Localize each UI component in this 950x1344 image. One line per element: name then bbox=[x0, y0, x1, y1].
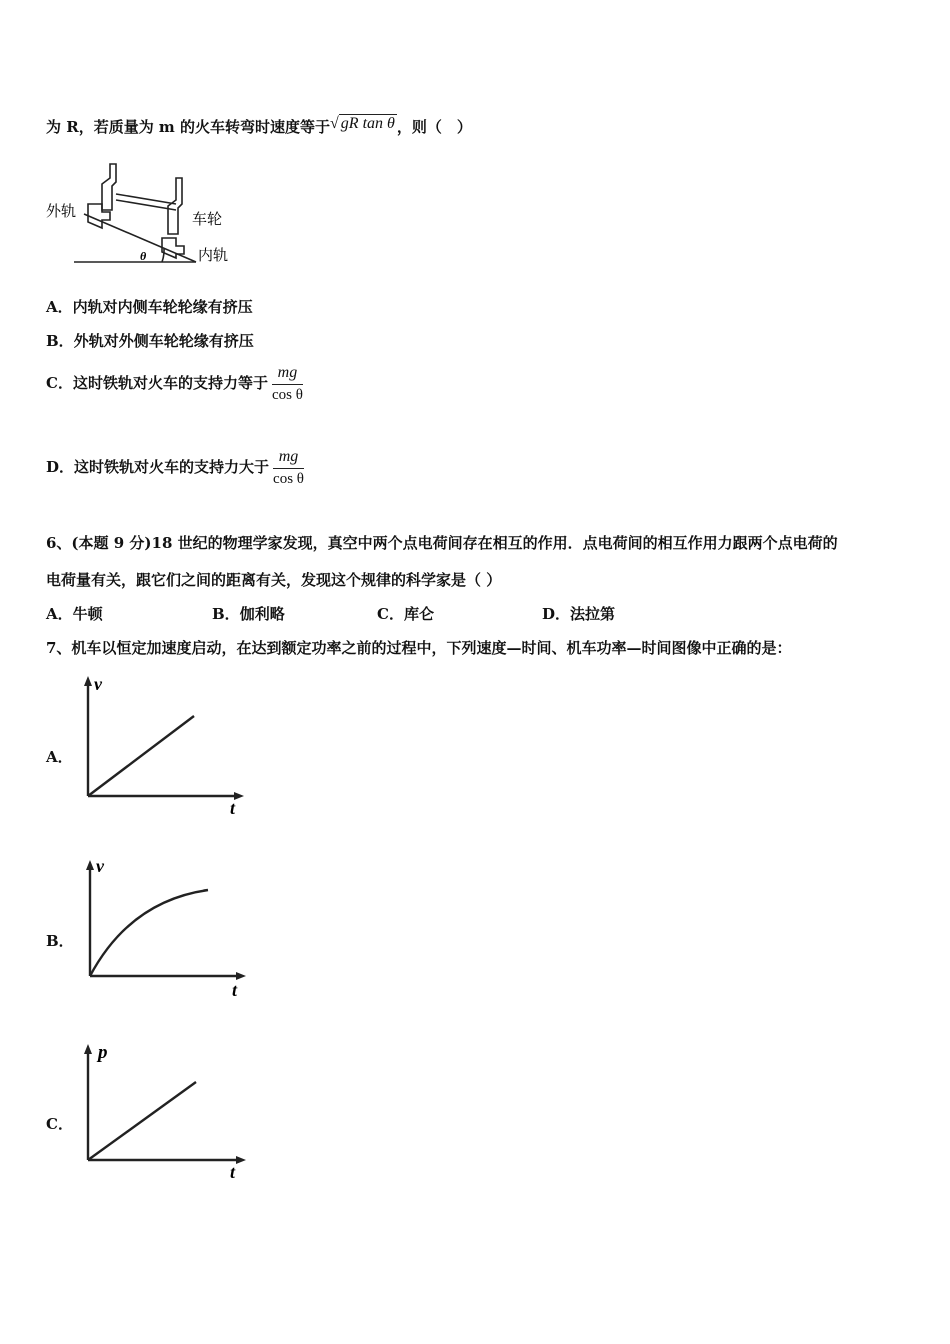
q7-option-c-label[interactable]: C． bbox=[46, 1115, 73, 1133]
q5-stem bbox=[46, 114, 472, 137]
q6-option-b[interactable] bbox=[212, 603, 285, 624]
axle-bottom bbox=[116, 200, 176, 210]
option-letter: C． bbox=[377, 605, 404, 623]
railway-figure bbox=[44, 158, 244, 270]
q7-option-a-label[interactable]: A． bbox=[46, 748, 73, 766]
fraction-numerator: mg bbox=[272, 364, 303, 385]
label-outer-rail: 外轨 bbox=[46, 204, 77, 220]
option-letter: D． bbox=[46, 458, 75, 476]
label-inner-rail: 内轨 bbox=[198, 248, 229, 264]
right-wheel bbox=[168, 178, 182, 234]
q5-option-d[interactable] bbox=[46, 448, 304, 488]
option-text: 这时铁轨对火车的支持力大于 bbox=[74, 458, 270, 476]
x-axis-label: t bbox=[230, 798, 236, 818]
y-axis-arrow bbox=[84, 676, 92, 686]
option-text: 伽利略 bbox=[239, 605, 285, 623]
q7-option-b-label[interactable]: B． bbox=[46, 932, 74, 950]
axle-top bbox=[116, 194, 176, 204]
option-letter: C． bbox=[46, 374, 73, 392]
option-letter: A． bbox=[46, 605, 73, 623]
fraction-denominator: cos θ bbox=[271, 387, 303, 403]
fraction-mg-cos bbox=[273, 448, 304, 488]
q6-stem-line2: 电荷量有关，跟它们之间的距离有关，发现这个规律的科学家是（ ） bbox=[46, 571, 502, 589]
fraction-mg-cos bbox=[272, 364, 303, 404]
left-wheel bbox=[102, 164, 116, 210]
q5-stem-suffix: ，则（ ） bbox=[396, 118, 472, 136]
q7-graph-b[interactable] bbox=[80, 856, 250, 1001]
option-text: 法拉第 bbox=[570, 605, 616, 623]
sqrt-radicand: gR tan θ bbox=[340, 115, 395, 132]
x-axis-label: t bbox=[230, 1162, 236, 1182]
option-letter: B． bbox=[212, 605, 240, 623]
q7-graph-c[interactable] bbox=[78, 1038, 250, 1183]
q7-stem: 7、机车以恒定加速度启动，在达到额定功率之前的过程中，下列速度—时间、机车功率—时间图像中正确的是： bbox=[46, 639, 792, 657]
q6-stem-line1: 6、(本题 9 分)18 世纪的物理学家发现，真空中两个点电荷间存在相互的作用．点电荷间的相互作用力跟两个点电荷的 bbox=[46, 534, 838, 552]
fraction-denominator: cos θ bbox=[273, 471, 304, 487]
q5-option-b[interactable] bbox=[46, 330, 254, 351]
q5-stem-prefix: 为 R，若质量为 m 的火车转弯时速度等于 bbox=[46, 118, 331, 136]
q5-option-a[interactable] bbox=[46, 296, 253, 317]
graph-c-line bbox=[88, 1082, 196, 1160]
y-axis-label: v bbox=[94, 674, 102, 694]
y-axis-arrow bbox=[86, 860, 94, 870]
y-axis-label: v bbox=[96, 856, 104, 876]
option-text: 牛顿 bbox=[72, 605, 103, 623]
option-text: 这时铁轨对火车的支持力等于 bbox=[72, 374, 268, 392]
y-axis-arrow bbox=[84, 1044, 92, 1054]
option-text: 库仑 bbox=[403, 605, 434, 623]
option-letter: D． bbox=[542, 605, 571, 623]
q5-option-c[interactable] bbox=[46, 364, 303, 404]
option-text: 外轨对外侧车轮轮缘有挤压 bbox=[73, 332, 254, 350]
label-angle: θ bbox=[140, 249, 147, 263]
option-letter: A． bbox=[46, 298, 73, 316]
q7-graph-a[interactable] bbox=[78, 674, 248, 819]
y-axis-label: p bbox=[98, 1042, 108, 1063]
fraction-numerator: mg bbox=[273, 448, 304, 469]
option-text: 内轨对内侧车轮轮缘有挤压 bbox=[72, 298, 253, 316]
graph-b-curve bbox=[90, 890, 208, 976]
graph-a-line bbox=[88, 716, 194, 796]
sqrt-formula: √ gR tan θ bbox=[330, 115, 395, 132]
option-letter: B． bbox=[46, 332, 74, 350]
q6-option-a[interactable] bbox=[46, 603, 103, 624]
x-axis-arrow bbox=[234, 792, 244, 800]
x-axis-arrow bbox=[236, 972, 246, 980]
x-axis-arrow bbox=[236, 1156, 246, 1164]
q6-option-c[interactable] bbox=[377, 603, 434, 624]
x-axis-label: t bbox=[232, 980, 238, 1000]
label-wheel: 车轮 bbox=[192, 212, 223, 228]
q6-option-d[interactable] bbox=[542, 603, 615, 624]
